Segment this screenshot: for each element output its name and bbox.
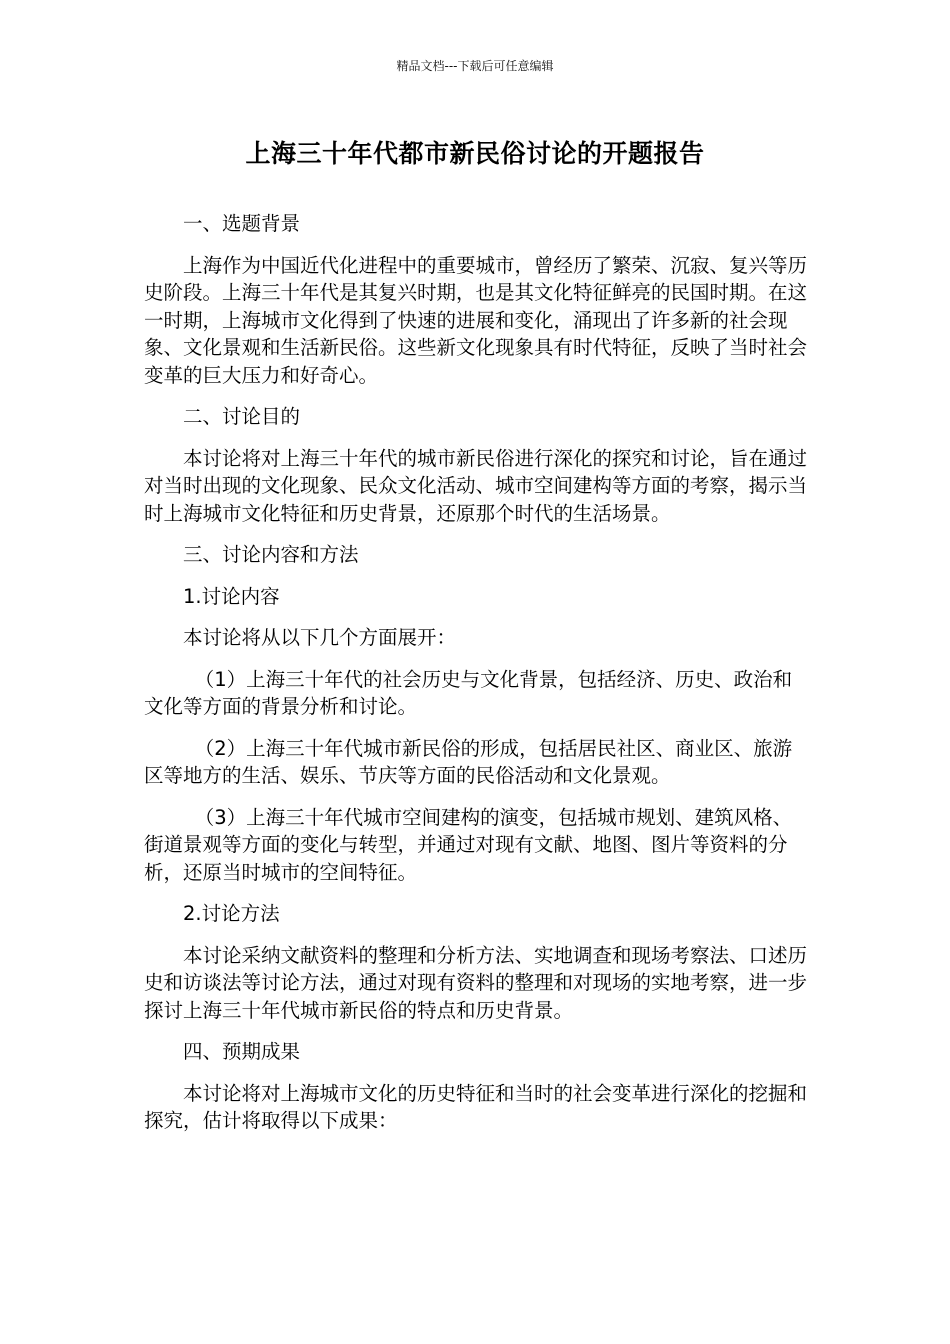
paragraph-background: 上海作为中国近代化进程中的重要城市，曾经历了繁荣、沉寂、复兴等历史阶段。上海三十年代是其复兴时期，也是其文化特征鲜亮的民国时期。在这一时期，上海城市文化得到了快速的进展和变化，涌现出了许多新的社会现象、文化景观和生活新民俗。这些新文化现象具有时代特征，反映了当时社会变革的巨大压力和好奇心。 [144,253,808,387]
list-item-3: （3）上海三十年代城市空间建构的演变，包括城市规划、建筑风格、街道景观等方面的变化与转型，并通过对现有文献、地图、图片等资料的分析，还原当时城市的空间特征。 [144,805,793,884]
paragraph-expected-results: 本讨论将对上海城市文化的历史特征和当时的社会变革进行深化的挖掘和探究，估计将取得以下成果： [144,1081,808,1132]
section-heading-expected-results: 四、预期成果 [183,1040,301,1063]
document-title: 上海三十年代都市新民俗讨论的开题报告 [245,139,705,168]
subheading-method: 2.讨论方法 [183,902,280,925]
paragraph-method: 本讨论采纳文献资料的整理和分析方法、实地调查和现场考察法、口述历史和访谈法等讨论方法，通过对现有资料的整理和对现场的实地考察，进一步探讨上海三十年代城市新民俗的特点和历史背景。 [144,943,808,1022]
paragraph-purpose: 本讨论将对上海三十年代的城市新民俗进行深化的探究和讨论，旨在通过对当时出现的文化现象、民众文化活动、城市空间建构等方面的考察，揭示当时上海城市文化特征和历史背景，还原那个时代的生活场景。 [144,446,808,525]
paragraph-content-intro: 本讨论将从以下几个方面展开： [183,626,457,649]
section-heading-purpose: 二、讨论目的 [183,405,301,428]
section-heading-content-method: 三、讨论内容和方法 [183,543,359,566]
document-body [144,210,810,1149]
section-heading-background: 一、选题背景 [183,212,301,235]
list-item-1: （1）上海三十年代的社会历史与文化背景，包括经济、历史、政治和文化等方面的背景分析和讨论。 [144,667,793,718]
subheading-content: 1.讨论内容 [183,584,280,608]
list-item-2: （2）上海三十年代城市新民俗的形成，包括居民社区、商业区、旅游区等地方的生活、娱乐、节庆等方面的民俗活动和文化景观。 [144,736,793,787]
page-header-note: 精品文档---下载后可任意编辑 [396,59,554,73]
